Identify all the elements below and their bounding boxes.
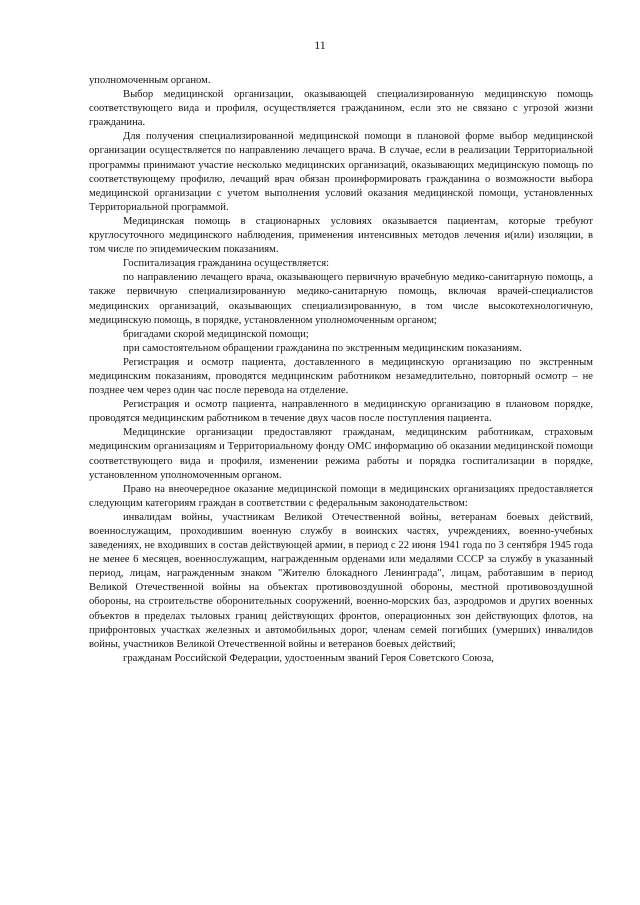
paragraph: Медицинская помощь в стационарных условиях оказывается пациентам, которые требуют круглосуточного медицинского наблюдения, применения интенсивных методов лечения и(или) изоляции, в том числе по эпидемическим показаниям. xyxy=(89,215,593,256)
paragraph: инвалидам войны, участникам Великой Отечественной войны, ветеранам боевых действий, военнослужащим, проходившим военную службу в воинских частях, учреждениях, военно-учебных заведениях, не входивших в состав действующей армии, в период с 22 июня 1941 года по 3 сентября 1945 года не менее 6 месяцев, военнослужащим, награжденным орденами или медалями СССР за службу в указанный период, лицам, награжденным знаком "Жителю блокадного Ленинграда", лицам, работавшим в период Великой Отечественной войны на объектах противовоздушной обороны, местной противовоздушной обороны, на строительстве оборонительных сооружений, военно-морских баз, аэродромов и других военных объектов в пределах тыловых границ действующих фронтов, операционных зон действующих флотов, на прифронтовых участках железных и автомобильных дорог, членам семей погибших (умерших) инвалидов войны, участников Великой Отечественной войны и ветеранов боевых действий; xyxy=(89,511,593,650)
paragraph: уполномоченным органом. xyxy=(89,75,211,86)
paragraph: гражданам Российской Федерации, удостоенным званий Героя Советского Союза, xyxy=(123,652,494,664)
paragraph: по направлению лечащего врача, оказывающего первичную врачебную медико-санитарную помощь, а также первичную специализированную медико-санитарную помощь, включая врачей-специалистов медицинских организаций, оказывающих специализированную, в том числе высокотехнологичную, медицинскую помощь, в порядке, установленном уполномоченным органом; xyxy=(89,272,593,326)
paragraph: Регистрация и осмотр пациента, доставленного в медицинскую организацию по экстренным медицинским показаниям, проводятся медицинским работником незамедлительно, повторный осмотр – не позднее чем через один час после перевода на отделение. xyxy=(89,356,593,397)
page-number: 11 xyxy=(314,38,326,52)
paragraph: Право на внеочередное оказание медицинской помощи в медицинских организациях предоставляется следующим категориям граждан в соответствии с федеральным законодательством: xyxy=(89,483,593,509)
paragraph: Госпитализация гражданина осуществляется: xyxy=(123,258,330,270)
paragraph: при самостоятельном обращении гражданина по экстренным медицинским показаниям. xyxy=(123,342,522,354)
document-body xyxy=(89,74,593,666)
paragraph: Для получения специализированной медицинской помощи в плановой форме выбор медицинской организации осуществляется по направлению лечащего врача. В случае, если в реализации Территориальной программы принимают участие несколько медицинских организаций, оказывающих медицинскую помощь по соответствующему профилю, лечащий врач обязан проинформировать гражданина о возможности выбора медицинской организации с учетом выполнения условий оказания медицинской помощи, установленных Территориальной программой. xyxy=(89,131,593,213)
paragraph: Выбор медицинской организации, оказывающей специализированную медицинскую помощь соответствующего вида и профиля, осуществляется гражданином, если это не связано с угрозой жизни гражданина. xyxy=(89,89,593,129)
paragraph: Медицинские организации предоставляют гражданам, медицинским работникам, страховым медицинским организациям и Территориальному фонду ОМС информацию об оказании медицинской помощи соответствующего вида и профиля, изменении режима работы и порядка госпитализации в порядке, установленном уполномоченным органом. xyxy=(89,427,593,481)
paragraph: Регистрация и осмотр пациента, направленного в медицинскую организацию в плановом порядке, проводятся медицинским работником в течение двух часов после поступления пациента. xyxy=(89,399,593,425)
paragraph: бригадами скорой медицинской помощи; xyxy=(123,328,309,340)
